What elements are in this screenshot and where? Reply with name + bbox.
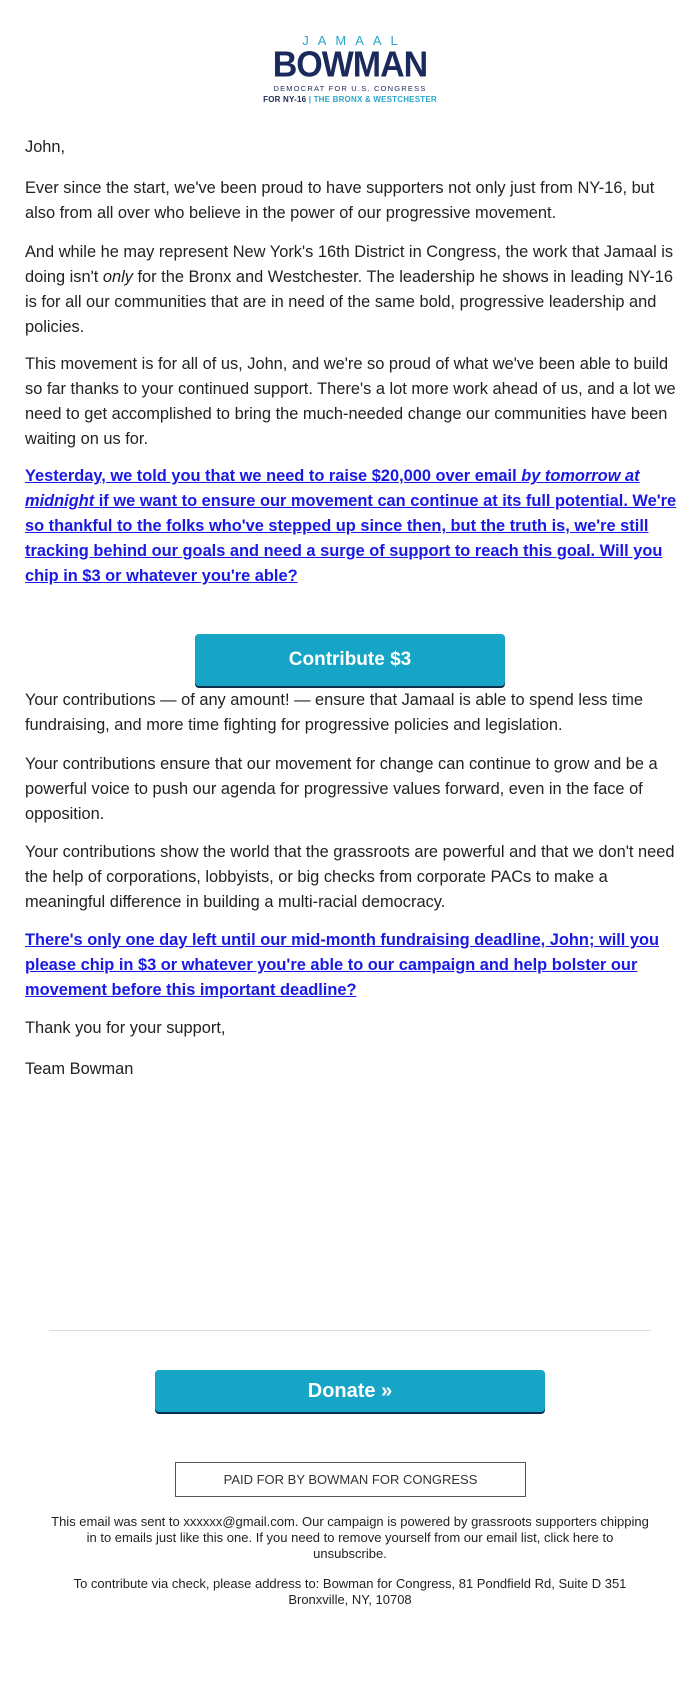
thank-you-line: Thank you for your support, bbox=[25, 1019, 226, 1037]
paragraph-movement: This movement is for all of us, John, and we're so proud of what we've been able to build so far thanks to your continued support. There's a lot more work ahead of us, and a lot we need to get accomplished to bring the much-needed change our communities have been waiting on us for. bbox=[25, 355, 676, 448]
footer-divider bbox=[49, 1330, 651, 1331]
mailing-address-line-1: To contribute via check, please address to: Bowman for Congress, 81 Pondfield Rd, Suite D 351 bbox=[73, 1576, 627, 1591]
logo-district-b: THE BRONX & WESTCHESTER bbox=[313, 94, 437, 104]
donate-button[interactable]: Donate » bbox=[155, 1370, 545, 1412]
campaign-logo[interactable] bbox=[0, 34, 700, 107]
contribute-button[interactable]: Contribute $3 bbox=[195, 634, 505, 686]
paragraph-contributions-1: Your contributions — of any amount! — ensure that Jamaal is able to spend less time fundraising, and more time fighting for progressive policies and legislation. bbox=[25, 691, 644, 734]
logo-district-sep: | bbox=[306, 94, 314, 104]
donation-link-primary-end[interactable]: if we want to ensure our movement can continue at its full potential. We're so thankful to the folks who've stepped up since then, but the truth is, we're still tracking behind our goals and need a surge of support to reach this goal. Will you chip in $3 or whatever you're able? bbox=[25, 492, 677, 585]
paragraph-contributions-3: Your contributions show the world that the grassroots are powerful and that we don't need the help of corporations, lobbyists, or big checks from corporate PACs to make a meaningful difference in building a multi-racial democracy. bbox=[25, 843, 675, 911]
logo-wordmark bbox=[263, 34, 437, 104]
donation-link-deadline[interactable]: There's only one day left until our mid-month fundraising deadline, John; will you please chip in $3 or whatever you're able to our campaign and help bolster our movement before this important deadline? bbox=[25, 931, 660, 999]
paid-for-disclaimer: PAID FOR BY BOWMAN FOR CONGRESS bbox=[175, 1462, 526, 1497]
paragraph-district bbox=[25, 240, 680, 340]
unsubscribe-link[interactable]: click here to unsubscribe bbox=[313, 1530, 614, 1561]
donation-link-primary[interactable] bbox=[25, 464, 680, 589]
email-notice bbox=[50, 1514, 650, 1562]
logo-last-name: BOWMAN bbox=[272, 45, 428, 85]
donation-link-primary-start[interactable]: Yesterday, we told you that we need to raise $20,000 over email bbox=[25, 467, 522, 485]
logo-first-name: JAMAAL bbox=[302, 33, 407, 48]
logo-subtitle: DEMOCRAT FOR U.S. CONGRESS bbox=[273, 84, 427, 93]
email-notice-text: This email was sent to xxxxxx@gmail.com. Our campaign is powered by grassroots supporters chipping in to emails just like this one. If you need to remove yourself from our email list, bbox=[51, 1514, 649, 1545]
donation-link-primary-emphasis[interactable]: by tomorrow at midnight bbox=[25, 467, 640, 510]
signoff: Team Bowman bbox=[25, 1060, 134, 1078]
mailing-address-line-2: Bronxville, NY, 10708 bbox=[288, 1592, 412, 1607]
paragraph-contributions-2: Your contributions ensure that our movement for change can continue to grow and be a powerful voice to push our agenda for progressive values forward, even in the face of opposition. bbox=[25, 755, 658, 823]
email-notice-end: . bbox=[383, 1546, 387, 1561]
logo-district bbox=[263, 96, 437, 104]
mailing-address bbox=[50, 1576, 650, 1608]
paragraph-district-end: for the Bronx and Westchester. The leadership he shows in leading NY-16 is for all our communities that are in need of the same bold, progressive leadership and policies. bbox=[25, 268, 673, 336]
paragraph-district-emphasis: only bbox=[102, 268, 133, 286]
paragraph-intro: Ever since the start, we've been proud to have supporters not only just from NY-16, but also from all over who believe in the power of our progressive movement. bbox=[25, 179, 655, 222]
logo-district-a: FOR NY-16 bbox=[263, 94, 307, 104]
paragraph-district-start: And while he may represent New York's 16th District in Congress, the work that Jamaal is doing isn't bbox=[25, 243, 674, 286]
greeting: John, bbox=[25, 138, 66, 156]
